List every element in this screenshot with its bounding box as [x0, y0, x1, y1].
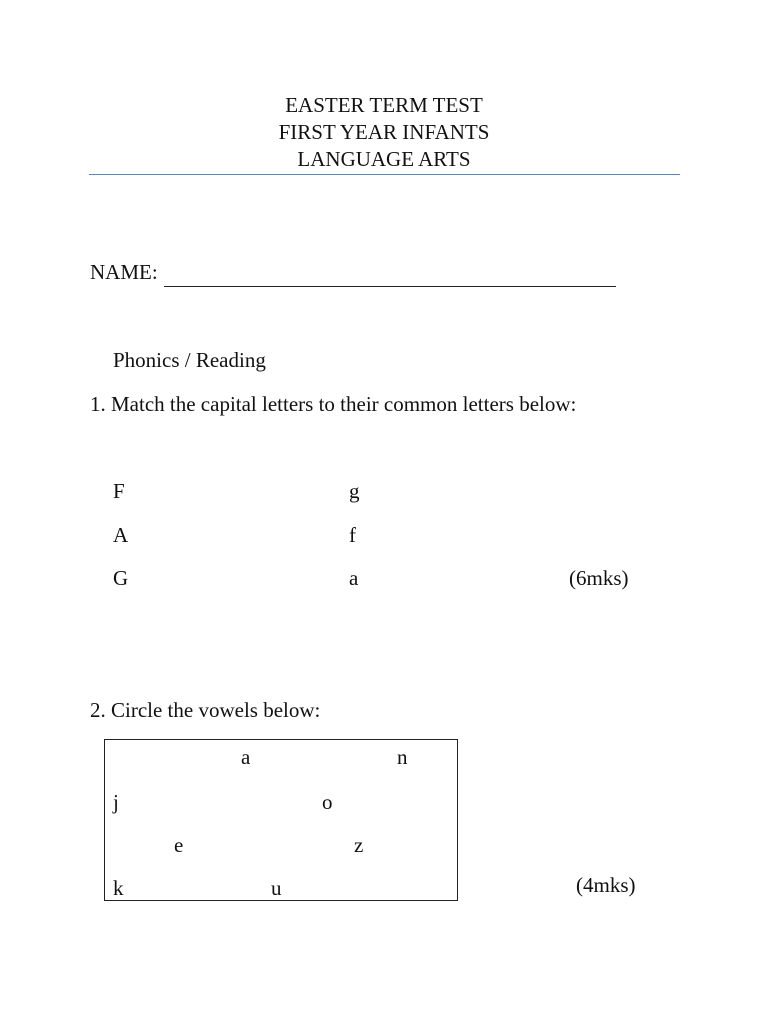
letter-item[interactable]: a: [241, 745, 251, 769]
common-letter: f: [349, 523, 356, 547]
letter-item[interactable]: z: [354, 833, 364, 857]
question-1-marks: (6mks): [569, 566, 629, 590]
common-letter: g: [349, 479, 360, 503]
section-title: Phonics / Reading: [113, 348, 266, 372]
question-2-marks: (4mks): [576, 873, 636, 897]
question-2-prompt: 2. Circle the vowels below:: [90, 698, 321, 722]
common-letter: a: [349, 566, 359, 590]
header-divider: [89, 174, 680, 175]
question-1-prompt: 1. Match the capital letters to their common letters below:: [90, 392, 577, 416]
test-title: EASTER TERM TEST: [285, 93, 483, 117]
name-field-line[interactable]: [164, 286, 616, 287]
letter-item[interactable]: j: [113, 790, 119, 814]
capital-letter: A: [113, 523, 129, 547]
letter-item[interactable]: o: [322, 790, 333, 814]
capital-letter: F: [113, 479, 125, 503]
capital-letter: G: [113, 566, 129, 590]
letter-item[interactable]: e: [174, 833, 184, 857]
letter-item[interactable]: u: [271, 876, 282, 900]
letter-item[interactable]: n: [397, 745, 408, 769]
name-label: NAME:: [90, 260, 158, 284]
class-title: FIRST YEAR INFANTS: [278, 120, 490, 144]
subject-title: LANGUAGE ARTS: [297, 147, 471, 171]
letter-item[interactable]: k: [113, 876, 124, 900]
